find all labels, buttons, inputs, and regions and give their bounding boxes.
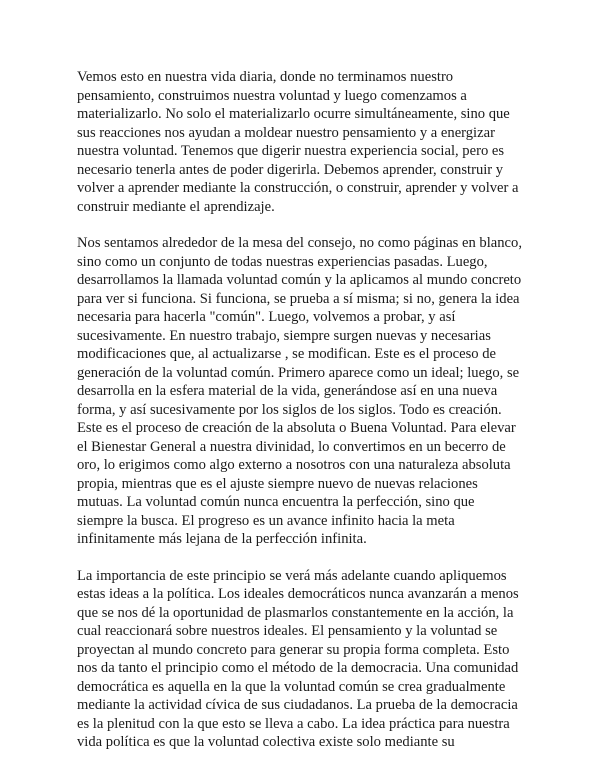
- body-text: [77, 68, 547, 770]
- text-line: sucesivamente. En nuestro trabajo, siempre surgen nuevas y necesarias: [77, 327, 491, 344]
- text-line: estas ideas a la política. Los ideales democráticos nunca avanzarán a menos: [77, 586, 519, 602]
- text-line: proyectan al mundo concreto para generar su propia forma completa. Esto: [77, 641, 510, 658]
- text-line: modificaciones que, al actualizarse , se modifican. Este es el proceso de: [77, 346, 496, 362]
- text-line: siempre la busca. El progreso es un avance infinito hacia la meta: [77, 512, 455, 529]
- text-line: Este es el proceso de creación de la absoluta o Buena Voluntad. Para elevar: [77, 420, 516, 436]
- text-line: La importancia de este principio se verá más adelante cuando apliquemos: [77, 567, 507, 584]
- text-line: es la plenitud con la que esto se lleva a cabo. La idea práctica para nuestra: [77, 715, 510, 732]
- text-line: forma, y así sucesivamente por los siglos de los siglos. Todo es creación.: [77, 401, 502, 418]
- text-line: mediante la actividad cívica de sus ciudadanos. La prueba de la democracia: [77, 697, 518, 713]
- text-line: generación de la voluntad común. Primero aparece como un ideal; luego, se: [77, 364, 520, 381]
- text-line: volver a aprender mediante la construcción, o construir, aprender y volver a: [77, 180, 519, 196]
- text-line: infinitamente más lejana de la perfección infinita.: [77, 531, 367, 547]
- text-line: necesario tenerla antes de poder digerirla. Debemos aprender, construir y: [77, 161, 504, 178]
- paragraph-2: [77, 234, 547, 549]
- text-line: pensamiento, construimos nuestra voluntad y luego comenzamos a: [77, 87, 467, 104]
- text-line: oro, lo erigimos como algo externo a nosotros con una naturaleza absoluta: [77, 457, 511, 473]
- text-line: sus reacciones nos ayudan a moldear nuestro pensamiento y a energizar: [77, 124, 495, 141]
- text-line: desarrolla en la esfera material de la vida, generándose así en una nueva: [77, 383, 498, 399]
- text-line: construir mediante el aprendizaje.: [77, 198, 275, 215]
- text-line: que se nos dé la oportunidad de plasmarlos constantemente en la acción, la: [77, 604, 514, 621]
- text-line: para ver si funciona. Si funciona, se prueba a sí misma; si no, genera la idea: [77, 290, 520, 307]
- paragraph-3: [77, 567, 547, 752]
- text-line: necesaria para hacerla "común". Luego, volvemos a probar, y así: [77, 309, 456, 325]
- text-line: mutuas. La voluntad común nunca encuentra la perfección, sino que: [77, 494, 475, 510]
- text-line: democrática es aquella en la que la voluntad común se crea gradualmente: [77, 678, 506, 695]
- text-line: Vemos esto en nuestra vida diaria, donde no terminamos nuestro: [77, 69, 454, 85]
- text-line: nos da tanto el principio como el método de la democracia. Una comunidad: [77, 660, 519, 676]
- text-line: materializarlo. No solo el materializarlo ocurre simultáneamente, sino que: [77, 106, 510, 122]
- text-line: vida política es que la voluntad colectiva existe solo mediante su: [77, 734, 455, 750]
- text-line: Nos sentamos alrededor de la mesa del consejo, no como páginas en blanco,: [77, 235, 522, 251]
- text-line: cual reaccionará sobre nuestros ideales. El pensamiento y la voluntad se: [77, 623, 498, 639]
- text-line: sino como un conjunto de todas nuestras experiencias pasadas. Luego,: [77, 253, 488, 270]
- paragraph-1: [77, 68, 547, 216]
- text-line: desarrollamos la llamada voluntad común y la aplicamos al mundo concreto: [77, 272, 522, 288]
- text-line: el Bienestar General a nuestra divinidad, lo convertimos en un becerro de: [77, 438, 506, 455]
- text-line: propia, mientras que es el ajuste siempre nuevo de nuevas relaciones: [77, 475, 478, 492]
- text-line: nuestra voluntad. Tenemos que digerir nuestra experiencia social, pero es: [77, 143, 505, 159]
